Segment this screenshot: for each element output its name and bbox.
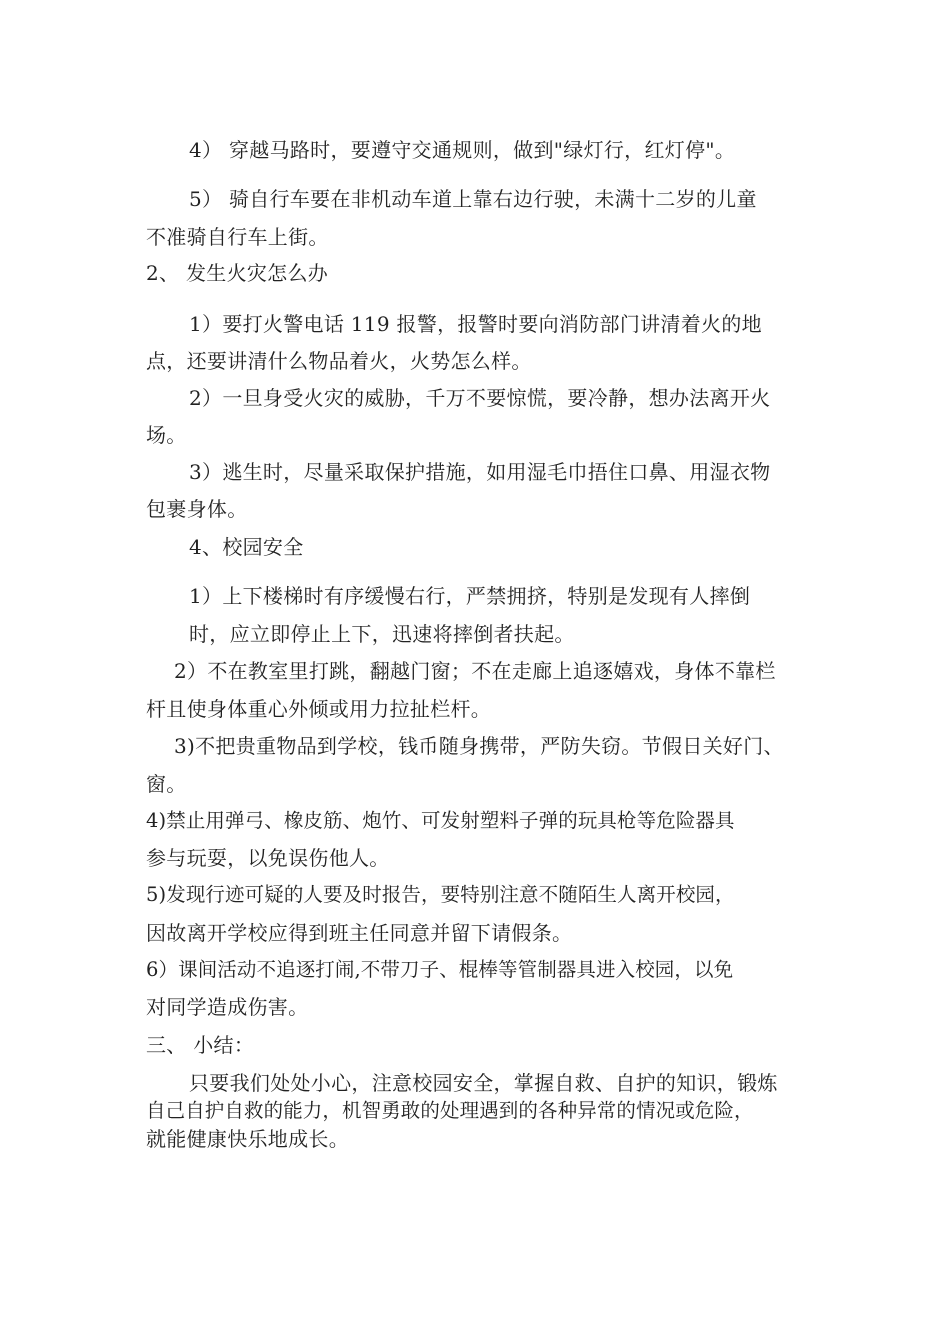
section-heading: 三、 小结： — [146, 1033, 255, 1057]
text-line: 只要我们处处小心，注意校园安全，掌握自救、自护的知识，锻炼 — [189, 1071, 778, 1095]
text-line: 6）课间活动不追逐打闹,不带刀子、棍棒等管制器具进入校园，以免 — [146, 958, 734, 981]
text-line: 不准骑自行车上街。 — [146, 225, 329, 249]
text-line: 3)不把贵重物品到学校，钱币随身携带，严防失窃。节假日关好门、 — [174, 734, 784, 758]
text-line: 参与玩耍，以免误伤他人。 — [146, 846, 390, 870]
text-line: 就能健康快乐地成长。 — [146, 1127, 349, 1151]
text-line: 点，还要讲清什么物品着火，火势怎么样。 — [146, 349, 532, 373]
text-line: 1）要打火警电话 119 报警，报警时要向消防部门讲清着火的地 — [189, 312, 762, 336]
section-heading: 4、校园安全 — [189, 535, 304, 559]
text-line: 包裹身体。 — [146, 497, 248, 521]
text-line: 对同学造成伤害。 — [146, 995, 309, 1019]
text-line: 2）一旦身受火灾的威胁，千万不要惊慌，要冷静，想办法离开火 — [189, 386, 771, 410]
text-line: 时，应立即停止上下，迅速将摔倒者扶起。 — [189, 622, 575, 646]
text-line: 4)禁止用弹弓、橡皮筋、炮竹、可发射塑料子弹的玩具枪等危险器具 — [146, 809, 735, 832]
text-line: 杆且使身体重心外倾或用力拉扯栏杆。 — [146, 697, 492, 721]
text-line: 4） 穿越马路时，要遵守交通规则，做到"绿灯行，红灯停"。 — [189, 138, 736, 162]
text-line: 因故离开学校应得到班主任同意并留下请假条。 — [146, 921, 573, 945]
text-line: 2）不在教室里打跳，翻越门窗；不在走廊上追逐嬉戏，身体不靠栏 — [174, 659, 776, 683]
text-line: 1）上下楼梯时有序缓慢右行，严禁拥挤，特别是发现有人摔倒 — [189, 584, 751, 608]
text-line: 5） 骑自行车要在非机动车道上靠右边行驶，未满十二岁的儿童 — [189, 187, 757, 211]
text-line: 5)发现行迹可疑的人要及时报告，要特别注意不随陌生人离开校园， — [146, 883, 735, 906]
text-line: 场。 — [146, 423, 187, 447]
text-line: 3）逃生时，尽量采取保护措施，如用湿毛巾捂住口鼻、用湿衣物 — [189, 460, 771, 484]
text-line: 窗。 — [146, 772, 187, 796]
section-heading: 2、 发生火灾怎么办 — [146, 261, 329, 285]
text-line: 自己自护自救的能力，机智勇敢的处理遇到的各种异常的情况或危险， — [146, 1099, 754, 1122]
